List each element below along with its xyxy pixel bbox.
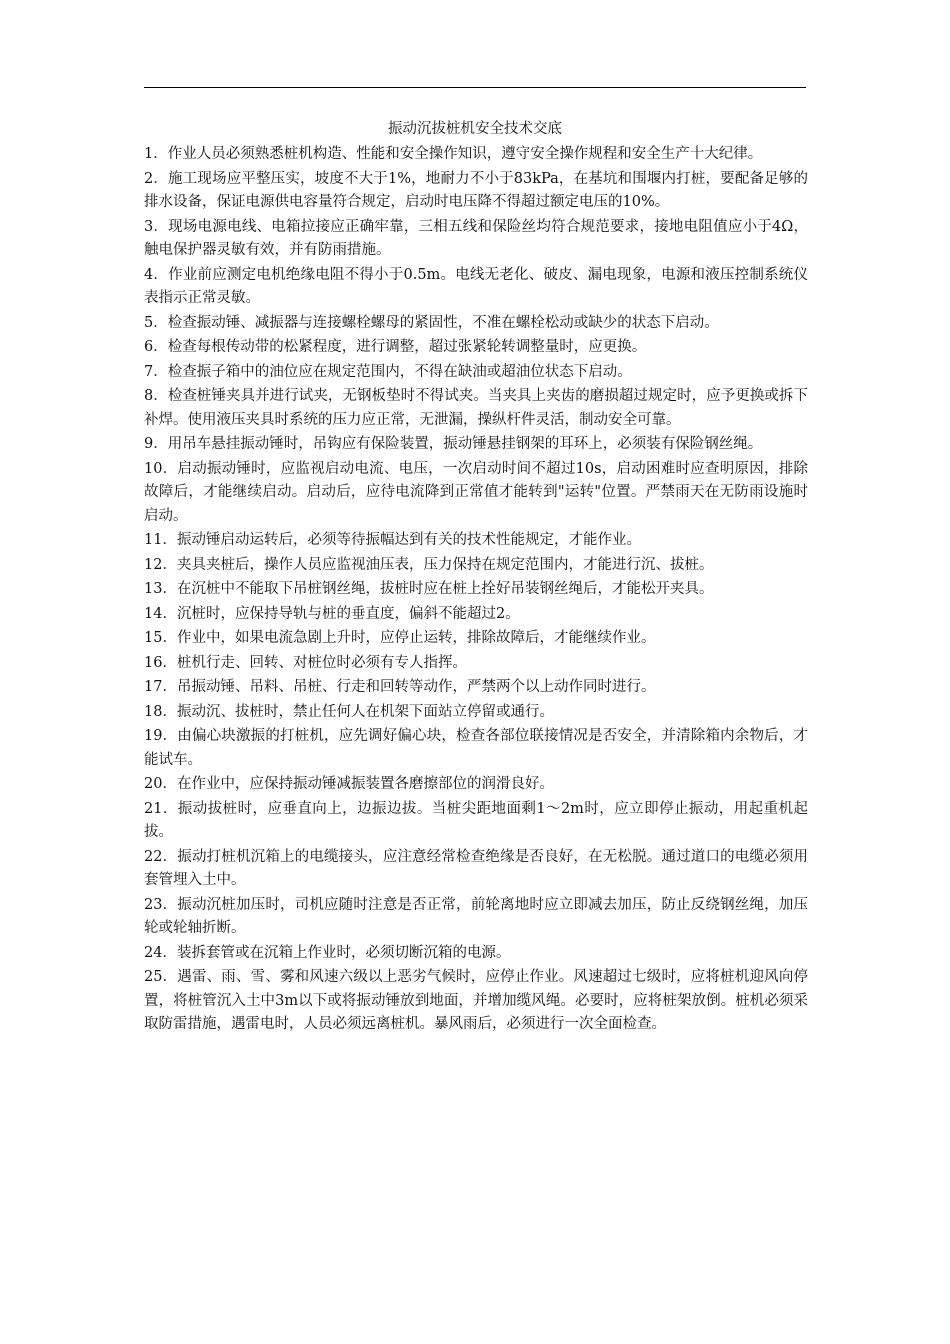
safety-item-13: 13．在沉桩中不能取下吊桩钢丝绳，拔桩时应在桩上拴好吊装钢丝绳后，才能松开夹具。: [144, 581, 714, 597]
safety-item-list: [144, 143, 808, 1038]
safety-item-15: 15．作业中，如果电流急剧上升时，应停止运转，排除故障后，才能继续作业。: [144, 630, 656, 646]
safety-item-7: 7．检查振子箱中的油位应在规定范围内，不得在缺油或超油位状态下启动。: [144, 363, 632, 380]
safety-item-1: 1．作业人员必须熟悉桩机构造、性能和安全操作知识，遵守安全操作规程和安全生产十大纪律。: [144, 146, 763, 162]
safety-item-5: 5．检查振动锤、减振器与连接螺栓螺母的紧固性，不准在螺栓松动或缺少的状态下启动。: [144, 314, 719, 331]
safety-item-3: 3．现场电源电线、电箱拉接应正确牢靠，三相五线和保险丝均符合规范要求，接地电阻值应小于4Ω，触电保护器灵敏有效，并有防雨措施。: [144, 218, 808, 258]
safety-item-4: 4．作业前应测定电机绝缘电阻不得小于0.5m。电线无老化、破皮、漏电现象，电源和液压控制系统仪表指示正常灵敏。: [144, 266, 808, 306]
safety-item-16: 16．桩机行走、回转、对桩位时必须有专人指挥。: [144, 654, 467, 671]
safety-item-6: 6．检查每根传动带的松紧程度，进行调整，超过张紧轮转调整量时，应更换。: [144, 339, 647, 355]
safety-item-2: 2．施工现场应平整压实，坡度不大于1%，地耐力不小于83kPa，在基坑和围堰内打桩，要配备足够的排水设备，保证电源供电容量符合规定，启动时电压降不得超过额定电压的10%。: [144, 170, 808, 210]
safety-item-10: 10．启动振动锤时，应监视启动电流、电压，一次启动时间不超过10s，启动困难时应查明原因，排除故障后，才能继续启动。启动后，应待电流降到正常值才能转到"运转"位置。严禁雨天在无防雨设施时启动。: [144, 460, 808, 524]
safety-item-23: 23．振动沉桩加压时，司机应随时注意是否正常，前轮离地时应立即减去加压，防止反绕钢丝绳，加压轮或轮轴折断。: [144, 896, 808, 936]
safety-item-25: 25．遇雷、雨、雪、雾和风速六级以上恶劣气候时，应停止作业。风速超过七级时，应将桩机迎风向停置，将桩管沉入土中3m以下或将振动锤放到地面，并增加缆风绳。必要时，应将桩架放倒。桩机必须采取防雷措施，遇雷电时，人员必须远离桩机。暴风雨后，必须进行一次全面检查。: [144, 969, 808, 1032]
safety-item-21: 21．振动拔桩时，应垂直向上，边振边拔。当桩尖距地面剩1～2m时，应立即停止振动，用起重机起拔。: [144, 800, 808, 840]
safety-item-8: 8．检查桩锤夹具并进行试夹，无钢板垫时不得试夹。当夹具上夹齿的磨损超过规定时，应予更换或拆下补焊。使用液压夹具时系统的压力应正常，无泄漏，操纵杆件灵活，制动安全可靠。: [144, 388, 808, 428]
safety-item-12: 12．夹具夹桩后，操作人员应监视油压表，压力保持在规定范围内，才能进行沉、拔桩。: [144, 556, 714, 573]
safety-item-20: 20．在作业中，应保持振动锤减振装置各磨擦部位的润滑良好。: [144, 776, 554, 792]
safety-item-19: 19．由偏心块激振的打桩机，应先调好偏心块，检查各部位联接情况是否安全，并清除箱内余物后，才能试车。: [144, 728, 808, 768]
safety-item-11: 11．振动锤启动运转后，必须等待振幅达到有关的技术性能规定，才能作业。: [144, 532, 641, 548]
safety-item-24: 24．装拆套管或在沉箱上作业时，必须切断沉箱的电源。: [144, 944, 511, 961]
safety-item-14: 14．沉桩时，应保持导轨与桩的垂直度，偏斜不能超过2。: [144, 605, 520, 622]
safety-item-17: 17．吊振动锤、吊料、吊桩、行走和回转等动作，严禁两个以上动作同时进行。: [144, 679, 656, 695]
safety-item-9: 9．用吊车悬挂振动锤时，吊钩应有保险装置，振动锤悬挂钢架的耳环上，必须装有保险钢丝绳。: [144, 436, 763, 452]
safety-item-22: 22．振动打桩机沉箱上的电缆接头，应注意经常检查绝缘是否良好，在无松脱。通过道口的电缆必须用套管埋入土中。: [144, 848, 808, 888]
header-rule: [144, 87, 806, 88]
document-title: 振动沉拔桩机安全技术交底: [388, 121, 562, 137]
safety-item-18: 18．振动沉、拔桩时，禁止任何人在机架下面站立停留或通行。: [144, 703, 554, 720]
